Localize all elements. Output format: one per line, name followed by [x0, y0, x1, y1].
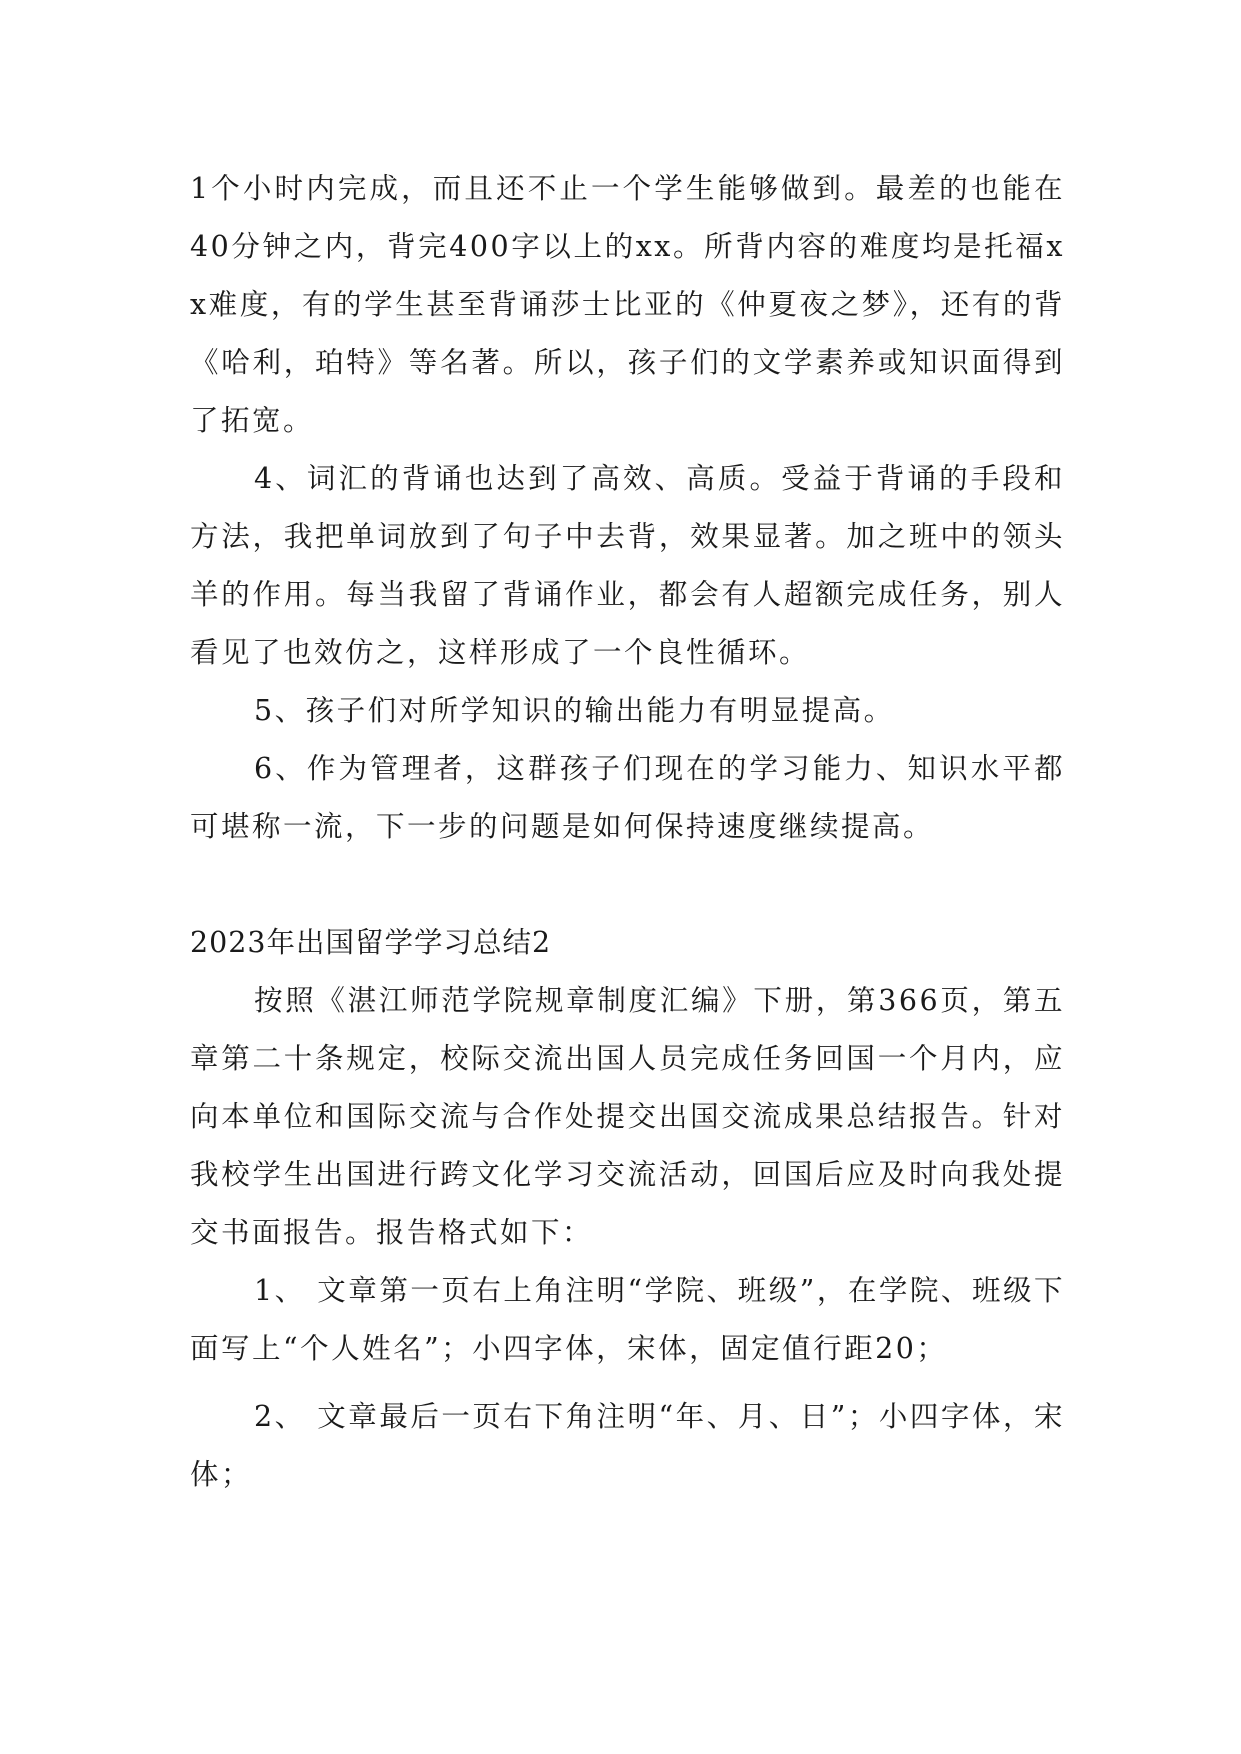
- paragraph-continued: 1个小时内完成，而且还不止一个学生能够做到。最差的也能在40分钟之内，背完400字以上的xx。所背内容的难度均是托福xx难度，有的学生甚至背诵莎士比亚的《仲夏夜之梦》，还有的背《哈利，珀特》等名著。所以，孩子们的文学素养或知识面得到了拓宽。: [190, 172, 1065, 437]
- paragraph-format-1: 1、 文章第一页右上角注明“学院、班级”，在学院、班级下面写上“个人姓名”；小四字体，宋体，固定值行距20；: [190, 1274, 1065, 1365]
- paragraph-intro: 按照《湛江师范学院规章制度汇编》下册，第366页，第五章第二十条规定，校际交流出国人员完成任务回国一个月内，应向本单位和国际交流与合作处提交出国交流成果总结报告。针对我校学生出国进行跨文化学习交流活动，回国后应及时向我处提交书面报告。报告格式如下：: [190, 984, 1065, 1249]
- section-spacer: [190, 856, 1065, 914]
- paragraph-format-2: 2、 文章最后一页右下角注明“年、月、日”；小四字体，宋体；: [190, 1400, 1065, 1491]
- paragraph-item-5: 5、孩子们对所学知识的输出能力有明显提高。: [254, 694, 895, 727]
- document-body: [190, 160, 1065, 1504]
- paragraph-item-4: 4、词汇的背诵也达到了高效、高质。受益于背诵的手段和方法，我把单词放到了句子中去背，效果显著。加之班中的领头羊的作用。每当我留了背诵作业，都会有人超额完成任务，别人看见了也效仿之，这样形成了一个良性循环。: [190, 462, 1065, 669]
- section-heading: 2023年出国留学学习总结2: [190, 926, 552, 959]
- paragraph-item-6: 6、作为管理者，这群孩子们现在的学习能力、知识水平都可堪称一流，下一步的问题是如何保持速度继续提高。: [190, 752, 1065, 843]
